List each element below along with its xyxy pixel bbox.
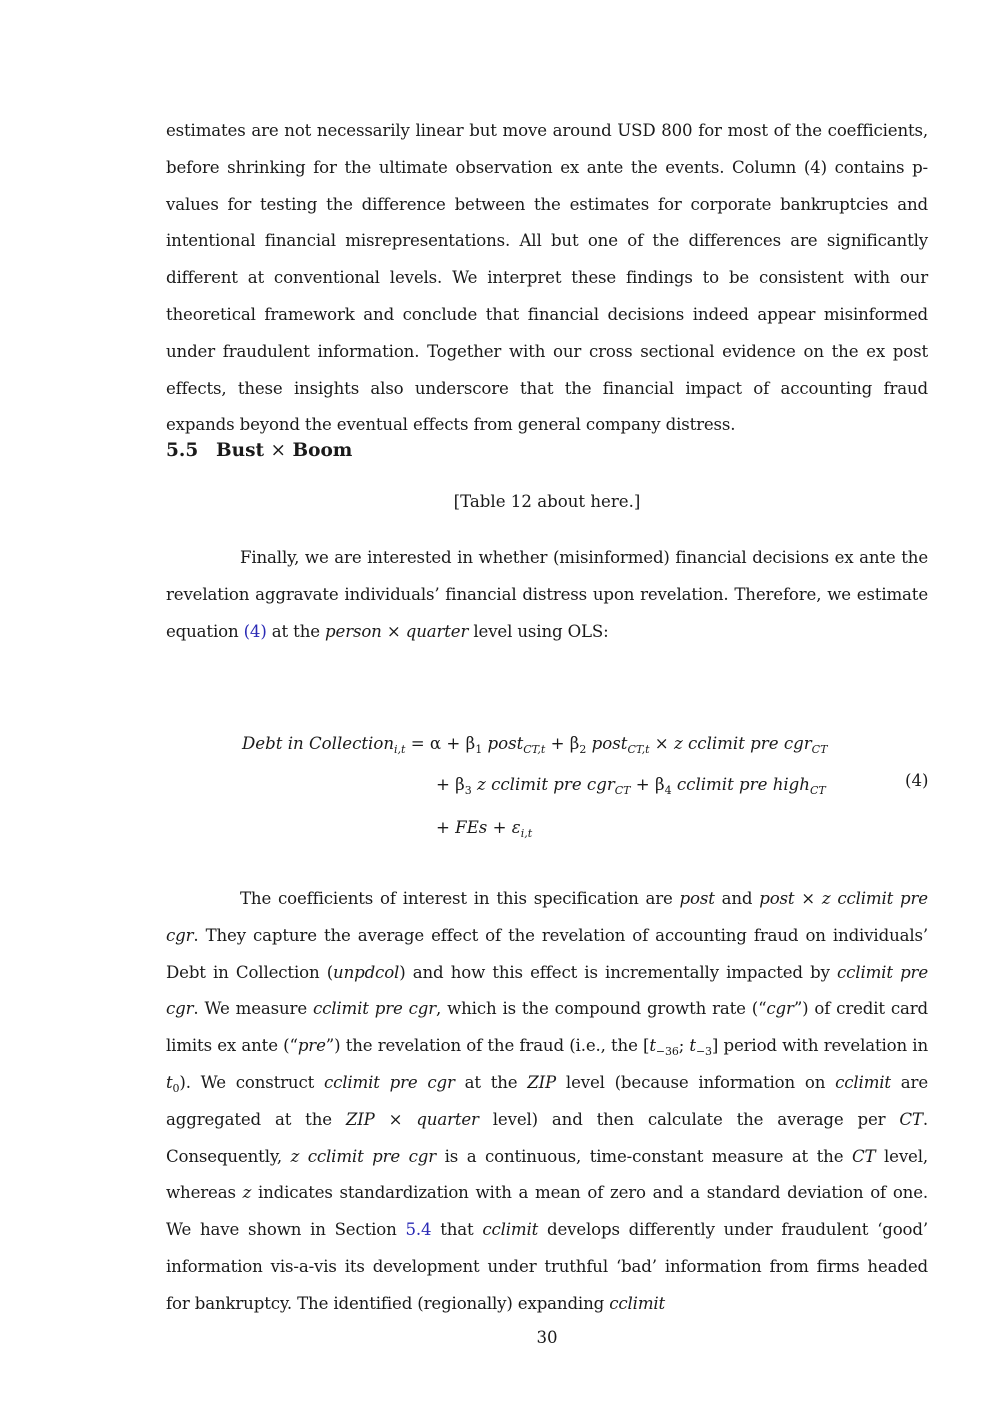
level-quarter: quarter <box>405 621 469 641</box>
motivation-text-2: at the <box>266 621 326 641</box>
page-number: 30 <box>536 1328 558 1347</box>
section-heading <box>166 436 352 466</box>
paragraph-intro-text: estimates are not necessarily linear but move around USD 800 for most of the coefficients, before shrinking for the ultimate observation ex ante the events. Column (4) contains p-values for testing the difference between the estimates for corporate bankruptcies and intentional financial misrepresentations. All but one of the differences are significantly different at conventional levels. We interpret these findings to be consistent with our theoretical framework and conclude that financial decisions indeed appear misinformed under fraudulent information. Together with our cross sectional evidence on the ex post effects, these insights also underscore that the financial impact of accounting fraud expands beyond the eventual effects from general company distress. <box>166 121 928 435</box>
paragraph-specification: The coefficients of interest in this specification are post and post × z cclimit pre cgr. They capture the average effect of the revelation of accounting fraud on individuals’ Debt in Collection (unpdcol) and how this effect is incrementally impacted by cclimit pre cgr. We measure cclimit pre cgr, which is the compound growth rate (“cgr”) of credit card limits ex ante (“pre”) the revelation of the fraud (i.e., the [$t_{-36}$; $t_{-3}$] period with revelation in $t_0$). We construct cclimit pre cgr at the ZIP level (because information on cclimit are aggregated at the ZIP × quarter level) and then calculate the average per CT. Consequently, z cclimit pre cgr is a continuous, time-constant measure at the CT level, whereas z indicates standardization with a mean of zero and a standard deviation of one. We have shown in Section 5.4 that cclimit develops differently under fraudulent ‘good’ information vis-a-vis its development under truthful ‘bad’ information from firms headed for bankruptcy. The identified (regionally) expanding cclimit <box>166 889 929 1313</box>
equation-line-1: Debt in Collection$_{i,t}$ = $\alpha + \beta_1$ post$_{CT,t}$ + $\beta_2$ post$_{CT,t}$ × z cclimit pre cgr$_{CT}$ <box>242 734 828 756</box>
section-reference-link[interactable]: 5.4 <box>405 1220 432 1240</box>
paragraph-intro <box>166 113 928 444</box>
section-times-symbol: × <box>270 440 287 461</box>
equation-line-3: + FEs + $\varepsilon_{i,t}$ <box>436 818 533 840</box>
motivation-text-1: Finally, we are interested in whether (misinformed) financial decisions ex ante the revelation aggravate individuals’ financial distress upon revelation. Therefore, we estimate equation <box>166 548 928 641</box>
motivation-text-3: level using OLS: <box>468 621 609 641</box>
section-number: 5.5 <box>166 440 199 461</box>
level-times: × <box>386 621 401 641</box>
level-person: person <box>325 621 382 641</box>
equation-reference-link[interactable]: (4) <box>243 621 267 641</box>
equation-line-2: + $\beta_3$ z cclimit pre $cgr_{CT} + \beta_4$ cclimit pre high$_{CT}$ <box>436 775 826 797</box>
section-title-boom: Boom <box>292 440 353 461</box>
paragraph-motivation <box>166 540 928 650</box>
table-placeholder: [Table 12 about here.] <box>453 492 641 511</box>
equation-number: (4) <box>905 771 929 790</box>
section-title-bust: Bust <box>216 440 265 461</box>
